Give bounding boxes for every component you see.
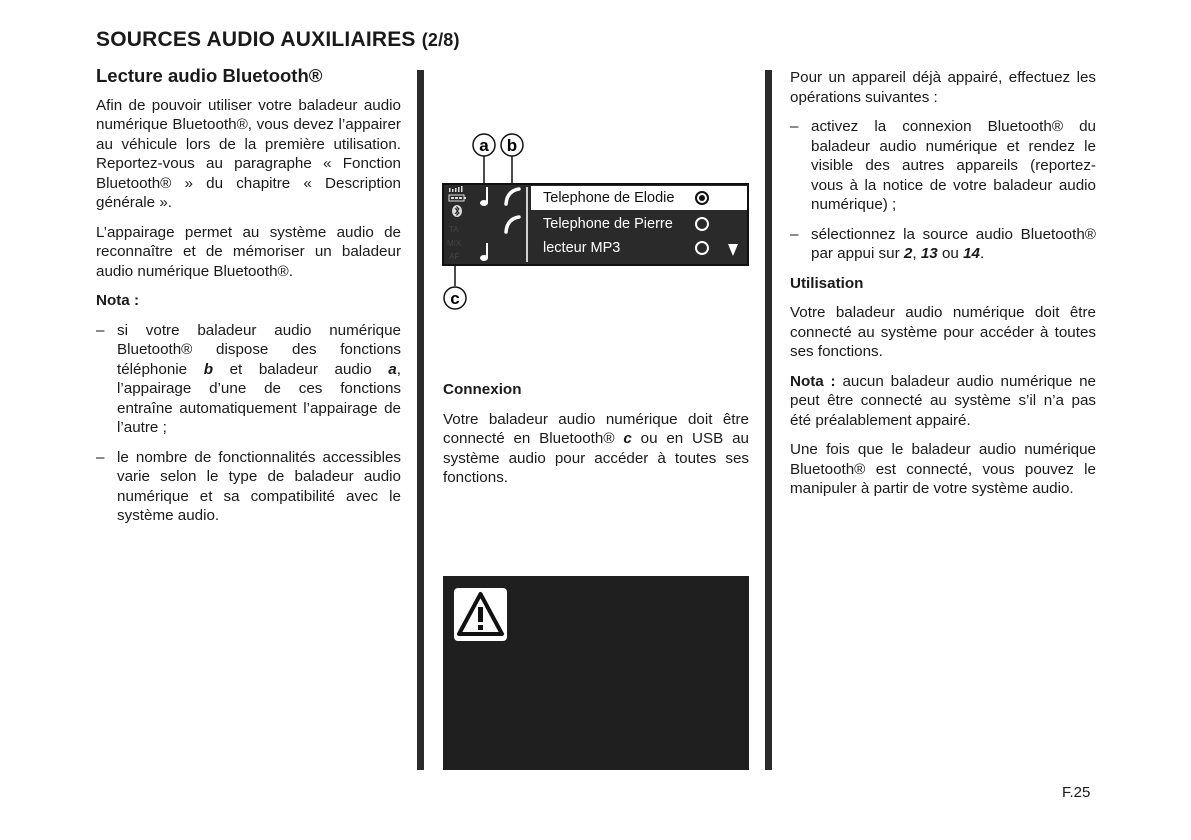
nota-item-1-t3: , l’appairage d’une de ces fonctions entraîne automatiquement l’appairage de l’autre ; <box>117 360 401 436</box>
utilisation-heading: Utilisation <box>790 274 864 292</box>
key-13: 13 <box>920 245 938 262</box>
nota-list <box>96 321 401 526</box>
status-ta: TA <box>449 225 459 234</box>
ref-c: c <box>623 430 632 447</box>
page-title <box>96 28 460 52</box>
right-column <box>790 68 1096 509</box>
column-divider-right <box>765 70 772 770</box>
display-divider <box>526 187 528 262</box>
nota-item-1 <box>96 321 401 438</box>
bluetooth-icon <box>452 205 462 217</box>
warning-icon-frame <box>454 588 507 641</box>
column-divider-left <box>417 70 424 770</box>
utilisation-paragraph: Votre baladeur audio numérique doit être connecté au système pour accéder à toutes ses fonctions. <box>790 304 1096 360</box>
device-row-2-label: Telephone de Pierre <box>543 216 673 232</box>
callout-c <box>444 287 466 309</box>
connexion-t2: ou en USB au système audio pour accéder à toutes ses fonctions. <box>443 430 749 486</box>
source-type-icons <box>474 185 524 264</box>
paired-intro: Pour un appareil déjà appairé, effectuez les opérations suivantes : <box>790 69 1096 106</box>
music-note-icon <box>480 187 488 206</box>
left-column <box>96 66 401 536</box>
steps-list <box>790 117 1096 264</box>
ref-a: a <box>388 360 397 378</box>
step-2-end: . <box>980 245 985 262</box>
pairing-paragraph: L’appairage permet au système audio de reconnaître et de mémoriser un baladeur audio numérique Bluetooth®. <box>96 223 401 280</box>
connexion-heading: Connexion <box>443 381 522 398</box>
radio-empty-icon <box>695 241 709 255</box>
radio-empty-icon <box>695 217 709 231</box>
step-2-t1: sélectionnez la source audio Bluetooth® par appui sur <box>811 225 1096 262</box>
section-title: Lecture audio Bluetooth® <box>96 65 323 86</box>
nota-label: Nota : <box>790 372 836 390</box>
page-part: (2/8) <box>421 30 460 50</box>
step-2 <box>790 225 1096 264</box>
callout-b-label: b <box>506 136 518 155</box>
nota-item-2: – le nombre de fonctionnalités accessibles varie selon le type de baladeur audio numérique et sa compatibilité avec le système audio. <box>96 448 401 526</box>
step-2-sep: , <box>912 245 917 262</box>
connexion-t1: Votre baladeur audio numérique doit être connecté en Bluetooth® <box>443 410 749 447</box>
device-row-1-label: Telephone de Elodie <box>543 190 675 206</box>
radio-selected-icon <box>695 191 709 205</box>
audio-display <box>442 183 749 266</box>
callout-a <box>473 134 495 156</box>
device-row-3[interactable] <box>531 236 747 260</box>
nota-paragraph <box>790 372 1096 431</box>
warning-box <box>443 576 749 770</box>
callout-c-label: c <box>450 289 460 308</box>
nota-heading: Nota : <box>96 292 140 309</box>
device-row-1[interactable] <box>531 186 747 210</box>
device-row-2[interactable] <box>531 212 747 236</box>
intro-paragraph: Afin de pouvoir utiliser votre baladeur audio numérique Bluetooth®, vous devez l’appairer au véhicule lors de la première utilisation. Reportez-vous au paragraphe « Fonction Bluetooth® » du chapitre « Description générale ». <box>96 96 401 211</box>
phone-icon <box>506 217 519 232</box>
middle-column <box>443 380 749 498</box>
device-row-3-label: lecteur MP3 <box>543 240 621 256</box>
page-number: F.25 <box>1062 784 1091 801</box>
step-2-t2: ou <box>941 245 959 262</box>
status-mix: MIX <box>447 239 462 248</box>
connexion-paragraph <box>443 410 749 488</box>
music-note-icon <box>480 243 488 261</box>
nota-item-1-t2: et baladeur audio <box>229 360 372 378</box>
nota-text: aucun baladeur audio numérique ne peut être connecté au système s’il n’a pas été préalablement appairé. <box>790 372 1096 429</box>
key-14: 14 <box>963 245 980 262</box>
scroll-down-icon[interactable] <box>727 243 739 257</box>
page-title-text: SOURCES AUDIO AUXILIAIRES <box>96 28 416 51</box>
warning-triangle-icon <box>454 588 507 641</box>
callout-a-label: a <box>479 136 489 155</box>
signal-icon <box>449 186 463 192</box>
step-1: – activez la connexion Bluetooth® du baladeur audio numérique et rendez le visible des autres appareils (reportez-vous à la notice de votre baladeur audio numérique) ; <box>790 117 1096 215</box>
battery-icon <box>449 195 466 201</box>
callout-b <box>501 134 523 156</box>
ref-b: b <box>203 360 213 378</box>
key-2: 2 <box>903 245 913 262</box>
status-af: AF <box>449 252 460 261</box>
final-paragraph: Une fois que le baladeur audio numérique Bluetooth® est connecté, vous pouvez le manipuler à partir de votre système audio. <box>790 441 1096 497</box>
nota-item-1-t1: si votre baladeur audio numérique Bluetooth® dispose des fonctions téléphonie <box>117 321 401 378</box>
status-icons <box>446 185 470 264</box>
phone-icon <box>506 189 519 204</box>
